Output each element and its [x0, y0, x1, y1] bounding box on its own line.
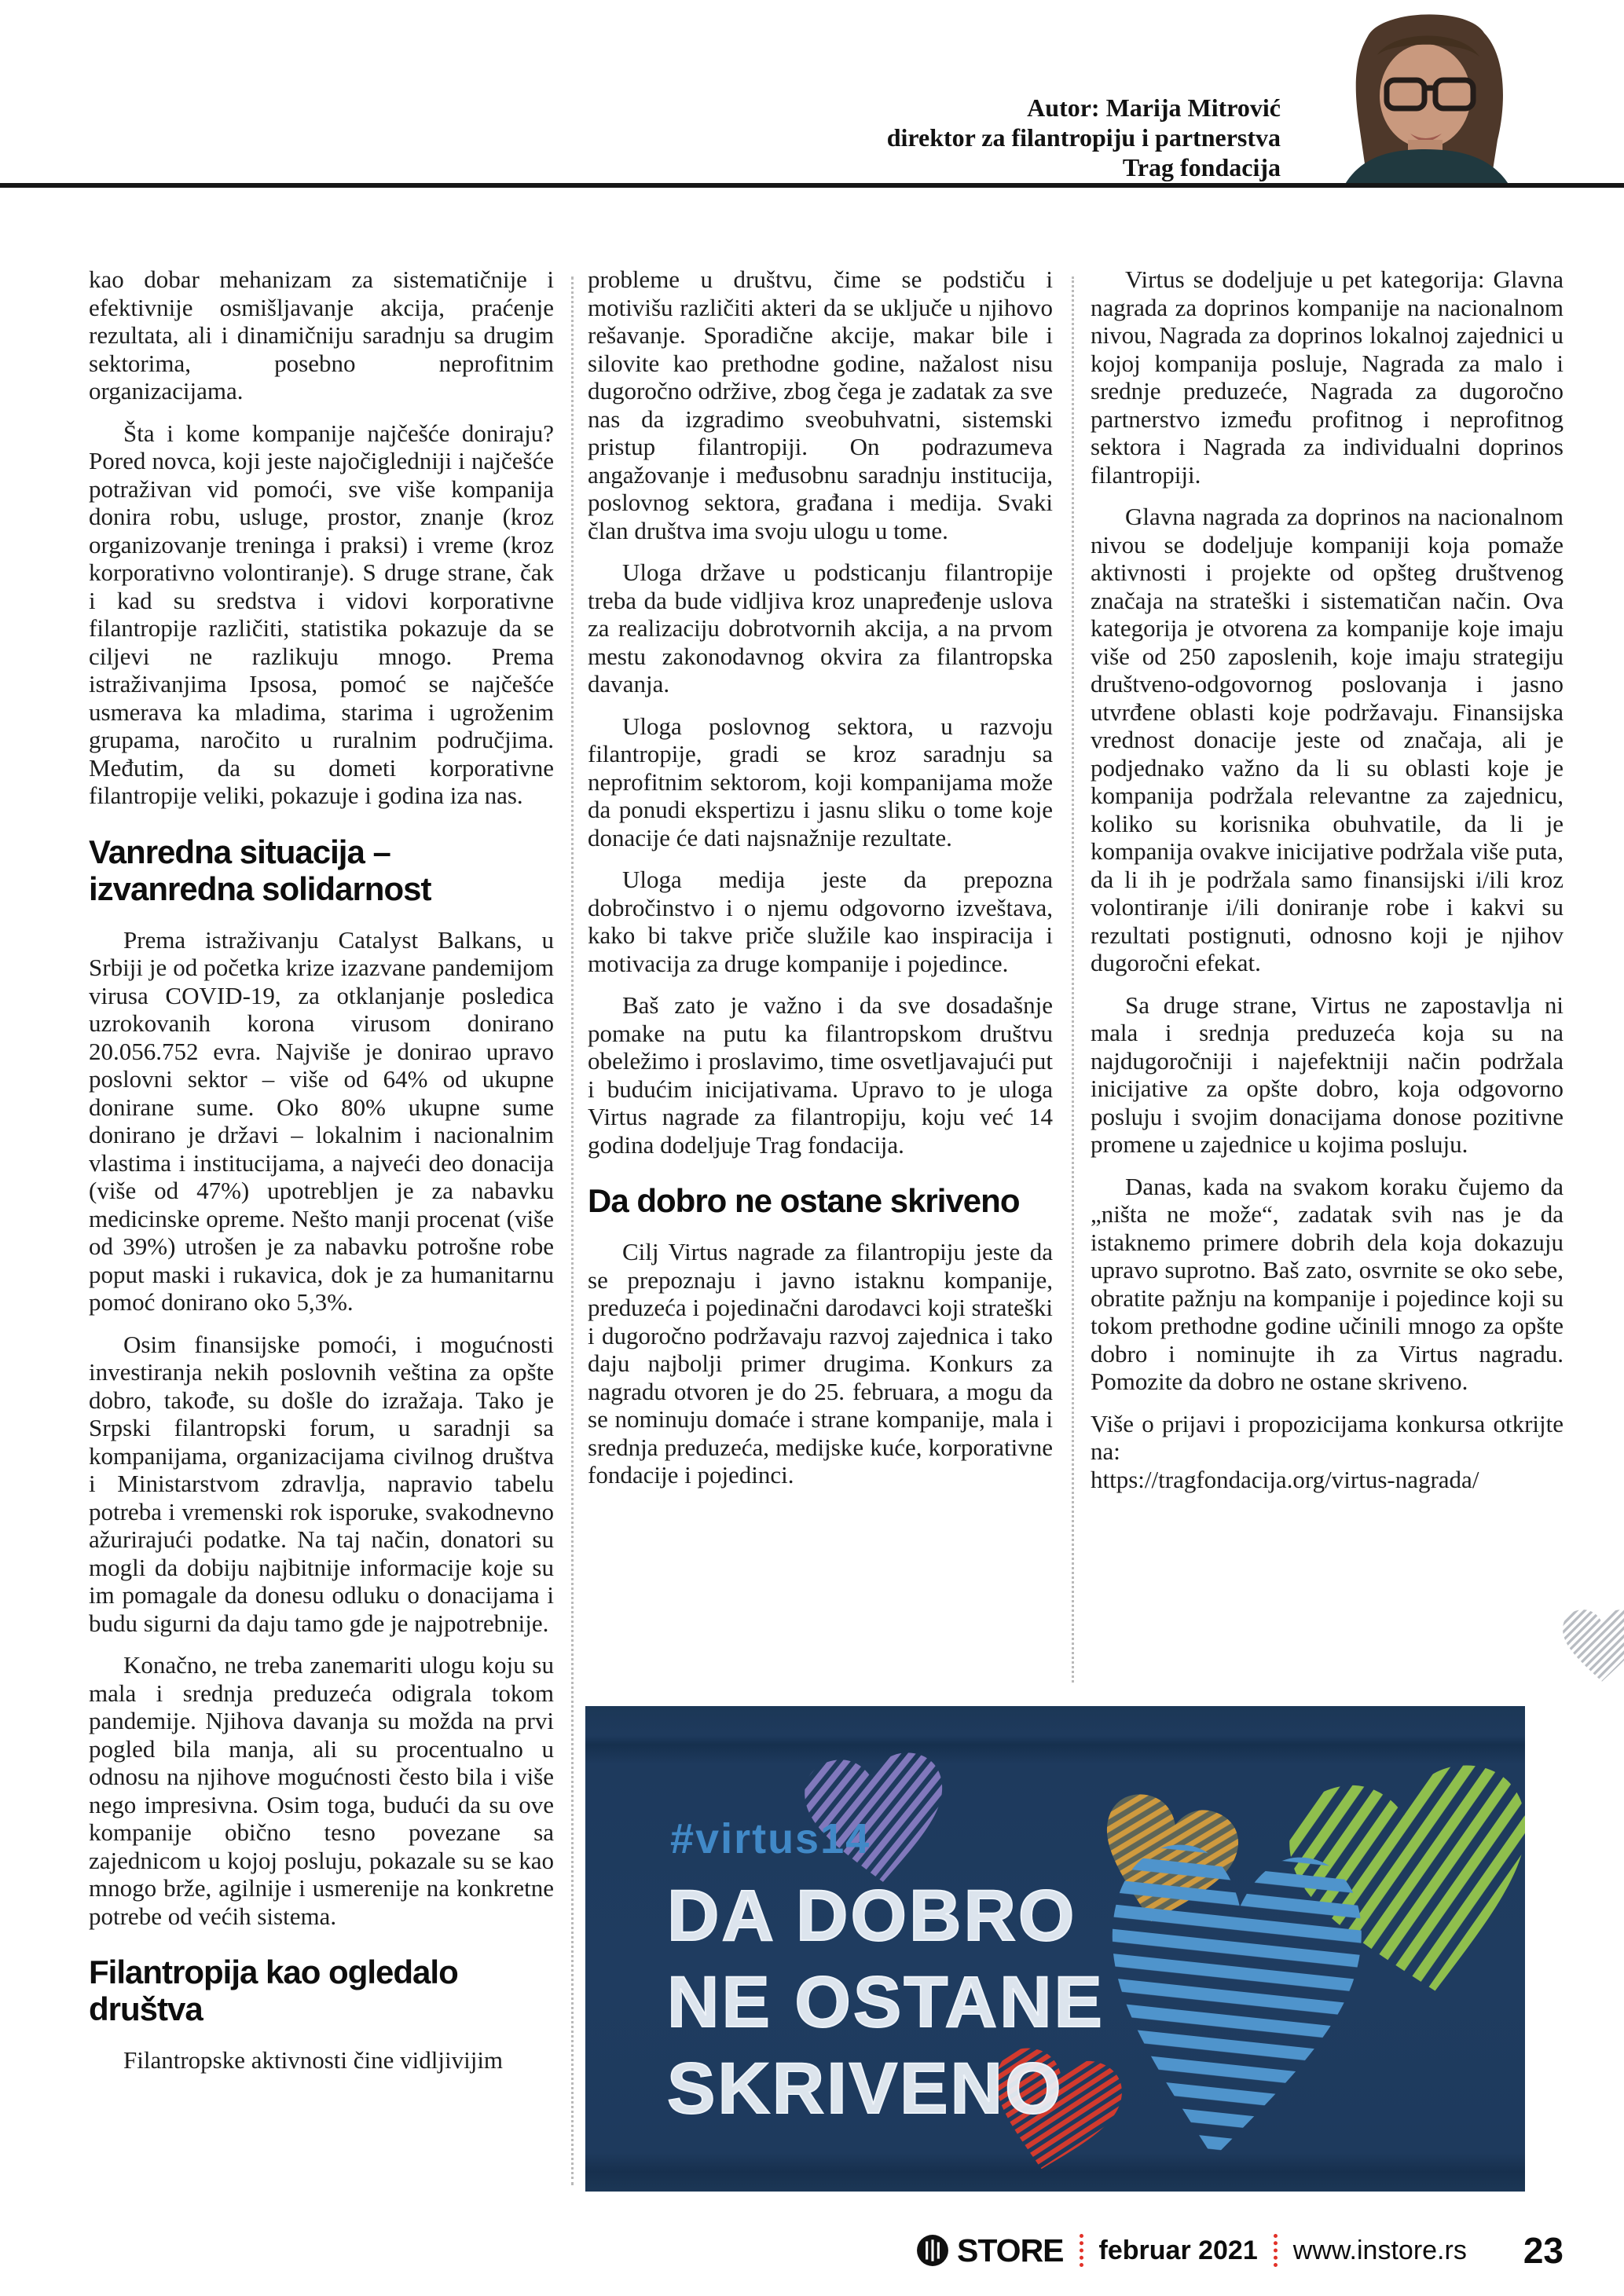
footer-separator	[1274, 2234, 1278, 2267]
header-divider-rule	[0, 183, 1624, 188]
paragraph: Baš zato je važno i da sve dosadašnje pomake na putu ka filantropskom društvu obeležimo i proslavimo, time osvetljavajući put i budućim inicijativama. Upravo to je uloga Virtus nagrade za filantropiju, koju već 14 godina dodeljuje Trag fondacija.	[588, 991, 1053, 1159]
column-divider	[1072, 276, 1074, 1683]
paragraph: Danas, kada na svakom koraku čujemo da „ništa ne može“, zadatak svih nas je da istaknemo primere dobrih dela koja dokazuju upravo suprotno. Baš zato, osvrnite se oko sebe, obratite pažnju na kompanije i pojedince koji su tokom prethodne godine učinili mnogo za opšte dobro i nominujte ih za Virtus nagradu. Pomozite da dobro ne ostane skriveno.	[1091, 1172, 1564, 1395]
paragraph: Glavna nagrada za doprinos na nacionalnom nivou se dodeljuje kompaniji koja pomaže aktivnosti i projekte od opšteg društvenog značaja na strateški i sistematičan način. Ova kategorija je otvorena za kompanije koje imaju više od 250 zaposlenih, koje imaju strategiju društveno-odgovornog poslovanja i jasno utvrđene oblasti koje podržavaju. Finansijska vrednost donacije jeste od značaja, ali je podjednako važno da li su oblasti koje je kompanija podržala relevantne za zajednicu, koliko su korisnika obuhvatile, da li je kompanija ovakve inicijative podržala više puta, da li ih je podržala samo finansijski i/ili kroz volontiranje i/ili doniranje robe i kakvi su rezultati postignuti, odnosno koji je njihov dugoročni efekat.	[1091, 503, 1564, 976]
paragraph: kao dobar mehanizam za sistematičnije i efektivnije osmišljavanje akcija, praćenje rezultata, ali i dinamičniju saradnju sa drugim sektorima, posebno neprofitnim organizacijama.	[89, 265, 554, 405]
paragraph: Šta i kome kompanije najčešće doniraju? Pored novca, koji jeste najočigledniji i najčešće potraživan vid pomoći, sve više kompanija donira robu, usluge, prostor, znanje (kroz organizovanje treninga i praksi) i vreme (kroz korporativno volontiranje). S druge strane, čak i kad su sredstva i vidovi korporativne filantropije različiti, statistika pokazuje da se ciljevi ne razlikuju mnogo. Prema istraživanjima Ipsosa, pomoć se najčešće usmerava ka mladima, starima i ugroženim grupama, naročito u ruralnim područjima. Međutim, da su dometi korporativne filantropije veliki, pokazuje i godina iza nas.	[89, 419, 554, 809]
footer-separator	[1080, 2234, 1083, 2267]
paragraph: Virtus se dodeljuje u pet kategorija: Glavna nagrada za doprinos kompanije na nacionalnom nivou, Nagrada za doprinos lokalnoj zajednici u kojoj kompanija posluje, Nagrada za malo i srednje preduzeće, Nagrada za dugoročno partnerstvo između profitnog i neprofitnog sektora i Nagrada za individualni doprinos filantropiji.	[1091, 265, 1564, 489]
page-footer	[916, 2229, 1564, 2272]
author-photo	[1322, 6, 1532, 185]
paragraph: Uloga države u podsticanju filantropije treba da bude vidljiva kroz unapređenje uslova za realizaciju dobrotvornih akcija, a na prvom mestu zakonodavnog okvira za filantropska davanja.	[588, 558, 1053, 698]
magazine-website: www.instore.rs	[1292, 2235, 1467, 2265]
article-column-1	[89, 265, 554, 2182]
author-organization: Trag fondacija	[1122, 153, 1281, 181]
banner-title	[667, 1873, 1105, 2132]
paragraph: Prema istraživanju Catalyst Balkans, u Srbiji je od početka krize izazvane pandemijom virusa COVID-19, za otklanjanje posledica uzrokovanih korona virusom donirano 20.056.752 evra. Najviše je donirao upravo poslovni sektor – više od 64% od ukupne donirane sume. Oko 80% ukupne sume donirano je državi – lokalnim i nacionalnim vlastima i institucijama, a najveći deo donacija (više od 47%) upotrebljen je za nabavku medicinske opreme. Nešto manji procenat (više od 39%) utrošen je za nabavku potrošne robe poput maski i rukavica, dok je za humanitarnu pomoć donirano oko 5,3%.	[89, 925, 554, 1316]
paragraph: Uloga poslovnog sektora, u razvoju filantropije, gradi se kroz saradnju sa neprofitnim sektorom, koji kompanijama može da ponudi ekspertizu i jasnu sliku o tome koje donacije će dati najsnažnije rezultate.	[588, 712, 1053, 851]
heart-gray-icon	[1561, 1607, 1624, 1684]
page-number: 23	[1523, 2230, 1564, 2271]
contest-url-text: https://tragfondacija.org/virtus-nagrada/	[1091, 1465, 1479, 1493]
section-heading: Da dobro ne ostane skriveno	[588, 1182, 1020, 1219]
paragraph: Konačno, ne treba zanemariti ulogu koju su mala i srednja preduzeća odigrala tokom pandemije. Njihova davanja su možda na prvi pogled bila manja, ali su procentualno u odnosu na njihove mogućnosti često bila i više nego impresivna. Osim toga, budući da su ove kompanije obično tesno povezane sa zajednicom u kojoj posluju, pokazale su se kao mnogo brže, agilnije i usmerenije na konkretne potrebe od većih sistema.	[89, 1651, 554, 1930]
magazine-brand: STORE	[957, 2232, 1064, 2269]
banner-title-line: DA DOBRO	[667, 1876, 1077, 1956]
banner-title-line: NE OSTANE	[667, 1962, 1105, 2042]
virtus-campaign-banner	[585, 1706, 1525, 2192]
column-divider	[571, 276, 574, 2185]
section-heading: Vanredna situacija – izvanredna solidarnost	[89, 833, 431, 907]
banner-hashtag: #virtus14	[670, 1815, 871, 1862]
instore-logo-icon	[916, 2234, 949, 2267]
section-heading: Filantropija kao ogledalo društva	[89, 1954, 458, 2027]
paragraph: probleme u društvu, čime se podstiču i motivišu različiti akteri da se uključe u njihovo rešavanje. Sporadične akcije, makar bile i silovite kao prethodne godine, nažalost nisu dugoročno održive, zbog čega je zadatak za sve nas da izgradimo sveobuhvatni, sistemski pristup filantropiji. On podrazumeva angažovanje i međusobnu saradnju institucija, poslovnog sektora, građana i medija. Svaki član društva ima svoju ulogu u tome.	[588, 265, 1053, 544]
banner-title-line: SKRIVENO	[667, 2049, 1064, 2129]
article-column-3	[1091, 265, 1564, 1687]
author-block	[887, 93, 1281, 182]
paragraph: Sa druge strane, Virtus ne zapostavlja ni mala i srednja preduzeća koja su na najdugoročniji i najefektniji način podržala inicijative za opšte dobro, koja odgovorno posluju i svojim donacijama donose pozitivne promene u zajednice u kojima posluju.	[1091, 991, 1564, 1158]
paragraph: Cilj Virtus nagrade za filantropiju jeste da se prepoznaju i javno istaknu kompanije, preduzeća i pojedinačni darodavci koji strateški i dugoročno podržavaju razvoj zajednica i tako daju najbolji primer drugima. Konkurs za nagradu otvoren je do 25. februara, a mogu da se nominuju domaće i strane kompanije, mala i srednja preduzeća, medijske kuće, korporativne fondacije i pojedinci.	[588, 1238, 1053, 1489]
author-name: Autor: Marija Mitrović	[1027, 93, 1281, 122]
article-column-2	[588, 265, 1053, 1679]
paragraph: Filantropske aktivnosti čine vidljivijim	[123, 2046, 504, 2074]
issue-date: februar 2021	[1098, 2235, 1258, 2265]
heart-blue-icon	[1083, 1831, 1375, 2178]
author-role: direktor za filantropiju i partnerstva	[886, 123, 1281, 152]
paragraph: Uloga medija jeste da prepozna dobročinstvo i o njemu odgovorno izveštava, kako bi takve priče služile kao inspiracija i motivacija za druge kompanije i pojedince.	[588, 866, 1053, 977]
paragraph: Više o prijavi i propozicijama konkursa otkrijte na:	[1091, 1409, 1564, 1465]
paragraph: Osim finansijske pomoći, i mogućnosti investiranja nekih poslovnih veština za opšte dobro, takođe, su došle do izražaja. Tako je Srpski filantropski forum, u saradnji sa kompanijama, organizacijama civilnog društva i Ministarstvom zdravlja, napravio tabelu potreba i vremenski rok isporuke, svakodnevno ažurirajući podatke. Na taj način, donatori su mogli da dobiju najbitnije informacije koje su im pomagale da donesu odluku o donacijama i budu sigurni da daju tamo gde je najpotrebnije.	[89, 1330, 554, 1637]
